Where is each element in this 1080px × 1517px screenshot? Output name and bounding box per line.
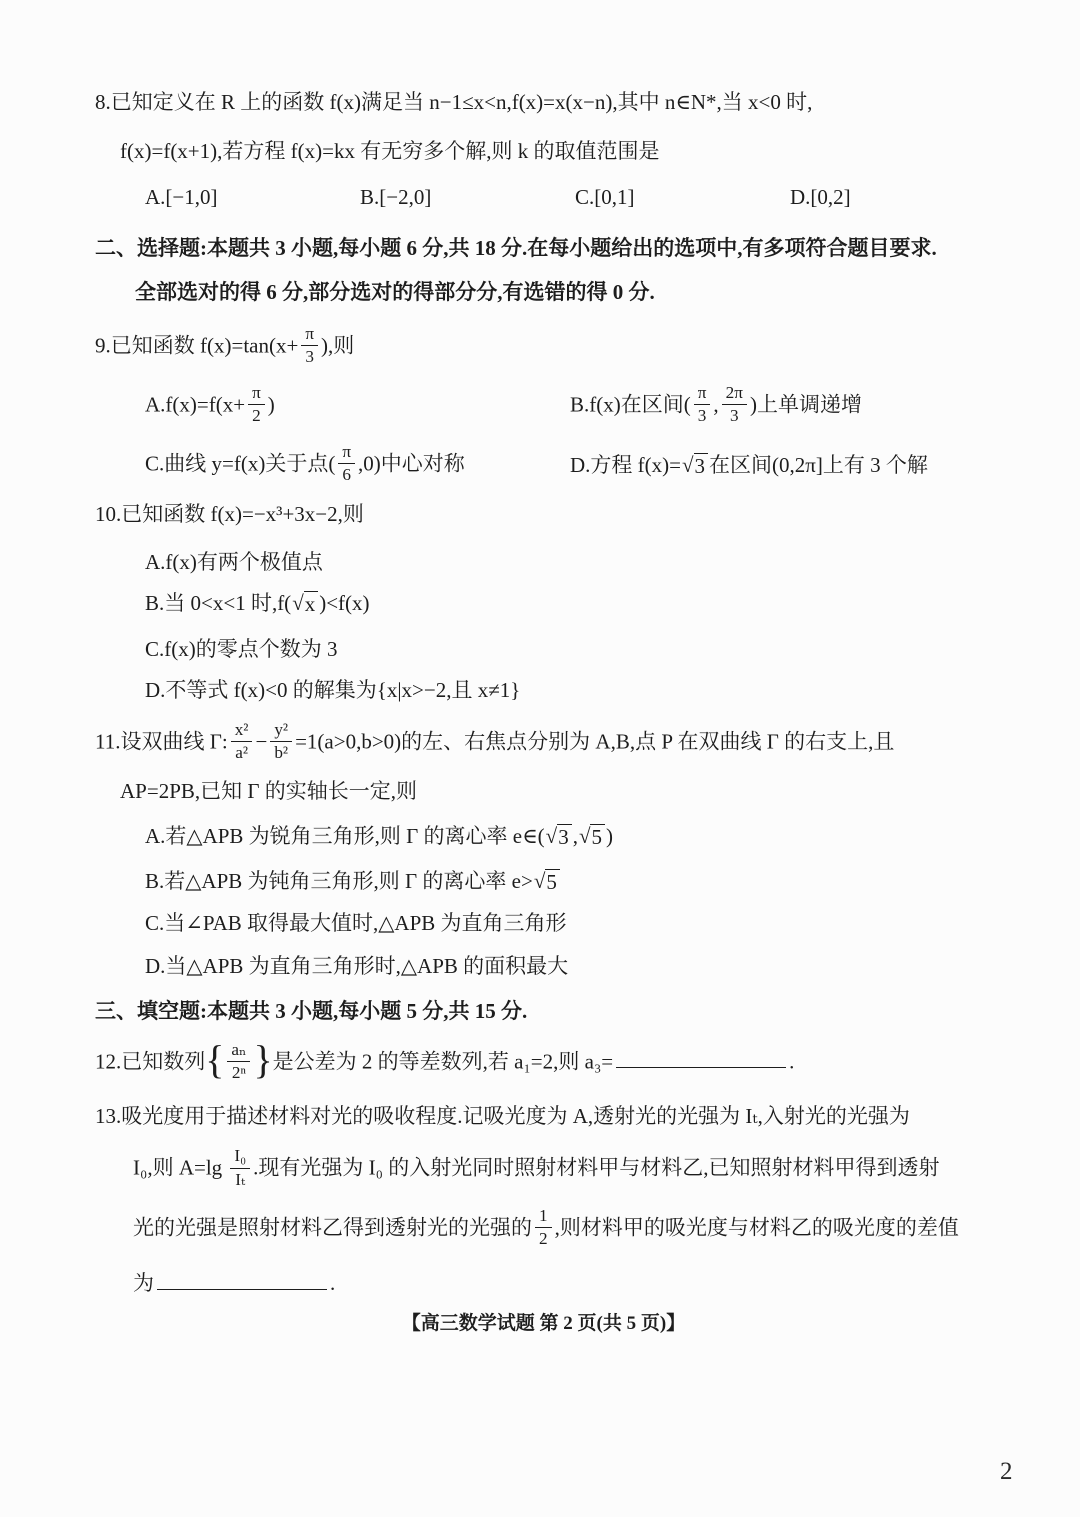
sqrt-radical: √ 3 — [546, 824, 572, 849]
q9-option-d: D.方程 f(x)= √ 3 在区间(0,2π]上有 3 个解 — [570, 453, 928, 479]
fraction: $\frac{1}{2}$ — [535, 1207, 552, 1248]
q9-option-a: A.f(x)=f(x+ $\frac{\pi}{2}$ ) — [145, 383, 275, 426]
question-13-line-4: 为 . — [133, 1268, 992, 1298]
fraction: $\frac{\text{aₙ}}{\text{2ⁿ}}$ — [227, 1041, 250, 1082]
q8-option-d: D.[0,2] — [790, 184, 851, 209]
q11-option-a: A.若△APB 为锐角三角形,则 Γ 的离心率 e∈( √ 3 , √ 5 ) — [145, 823, 613, 849]
fraction: $\frac{\text{y²}}{\text{b²}}$ — [270, 721, 292, 762]
q10-option-b: B.当 0<x<1 时,f( √ x )<f(x) — [145, 591, 370, 617]
question-11-line-1: 11.设双曲线 Γ: $\frac{\text{x²}}{\text{a²}}$ − $\frac{\text{y²}}{\text{b²}}$ =1(a>0,b>0)的左、右焦点分别为 A,B,点 P 在双曲线 Γ 的右支上,且 — [95, 720, 895, 763]
q10-option-d: D.不等式 f(x)<0 的解集为{x|x>−2,且 x≠1} — [145, 677, 521, 702]
q11-option-d: D.当△APB 为直角三角形时,△APB 的面积最大 — [145, 954, 569, 979]
section-2-header-line-1: 二、选择题:本题共 3 小题,每小题 6 分,共 18 分.在每小题给出的选项中,有多项符合题目要求. — [95, 236, 937, 261]
q11-option-c: C.当∠PAB 取得最大值时,△APB 为直角三角形 — [145, 910, 567, 935]
right-brace: } — [253, 1037, 273, 1083]
fraction: $\frac{\text{x²}}{\text{a²}}$ — [231, 721, 253, 762]
question-9-options-cd — [145, 442, 992, 486]
sqrt-radical: √ x — [292, 591, 318, 616]
fraction: $\frac{\pi}{3}$ — [301, 325, 318, 366]
q8-option-a: A.[−1,0] — [145, 184, 218, 209]
fraction: $\frac{\text{I₀}}{\text{Iₜ}}$ — [230, 1147, 250, 1188]
answer-blank — [616, 1046, 786, 1068]
question-8-line-2: f(x)=f(x+1),若方程 f(x)=kx 有无穷多个解,则 k 的取值范围是 — [120, 139, 660, 164]
fraction: $\frac{\pi}{3}$ — [694, 384, 711, 425]
page-footer: 【高三数学试题 第 2 页(共 5 页)】 — [401, 1313, 686, 1335]
question-9-stem: 9.已知函数 f(x)=tan(x+ $\frac{\pi}{3}$ ),则 — [95, 323, 355, 367]
answer-blank — [157, 1268, 327, 1290]
question-11-line-2: AP=2PB,已知 Γ 的实轴长一定,则 — [120, 778, 418, 803]
question-10-stem: 10.已知函数 f(x)=−x³+3x−2,则 — [95, 502, 364, 527]
section-2-header-line-2: 全部选对的得 6 分,部分选对的得部分分,有选错的得 0 分. — [135, 279, 655, 304]
section-3-header: 三、填空题:本题共 3 小题,每小题 5 分,共 15 分. — [95, 999, 528, 1024]
question-13-line-3: 光的光强是照射材料乙得到透射光的光强的 $\frac{1}{2}$ ,则材料甲的吸光度与材料乙的吸光度的差值 — [133, 1205, 959, 1248]
question-9-options-ab — [145, 383, 992, 427]
sqrt-radical: √ 5 — [534, 869, 560, 894]
fraction: $\frac{2\pi}{3}$ — [722, 384, 747, 425]
left-brace: { — [205, 1037, 225, 1083]
q9-option-b: B.f(x)在区间( $\frac{\pi}{3}$ , $\frac{2\pi}{3}$ )上单调递增 — [570, 383, 862, 426]
q8-option-c: C.[0,1] — [575, 184, 635, 209]
fraction: $\frac{\pi}{2}$ — [248, 384, 265, 425]
question-13-line-1: 13.吸光度用于描述材料对光的吸收程度.记吸光度为 A,透射光的光强为 Iₜ,入射光的光强为 — [95, 1104, 910, 1129]
q10-option-c: C.f(x)的零点个数为 3 — [145, 636, 338, 661]
sqrt-radical: √ 3 — [682, 453, 708, 478]
q10-option-a: A.f(x)有两个极值点 — [145, 549, 323, 574]
question-13-line-2: I₀,则 A=lg $\frac{\text{I₀}}{\text{Iₜ}}$ .现有光强为 I₀ 的入射光同时照射材料甲与材料乙,已知照射材料甲得到透射 — [133, 1146, 940, 1189]
question-8-options — [145, 183, 992, 212]
question-8-line-1: 8.已知定义在 R 上的函数 f(x)满足当 n−1≤x<n,f(x)=x(x−n),其中 n∈N*,当 x<0 时, — [95, 90, 813, 114]
fraction: $\frac{\pi}{6}$ — [338, 443, 355, 484]
question-12-stem: 12.已知数列{ $\frac{\text{aₙ}}{\text{2ⁿ}}$ }是公差为 2 的等差数列,若 a₁=2,则 a₃= . — [95, 1037, 795, 1083]
page-number: 2 — [1000, 1458, 1013, 1485]
q8-option-b: B.[−2,0] — [360, 184, 432, 209]
sqrt-radical: √ 5 — [579, 824, 605, 849]
q11-option-b: B.若△APB 为钝角三角形,则 Γ 的离心率 e> √ 5 — [145, 867, 992, 896]
q9-option-c: C.曲线 y=f(x)关于点( $\frac{\pi}{6}$ ,0)中心对称 — [145, 442, 465, 485]
